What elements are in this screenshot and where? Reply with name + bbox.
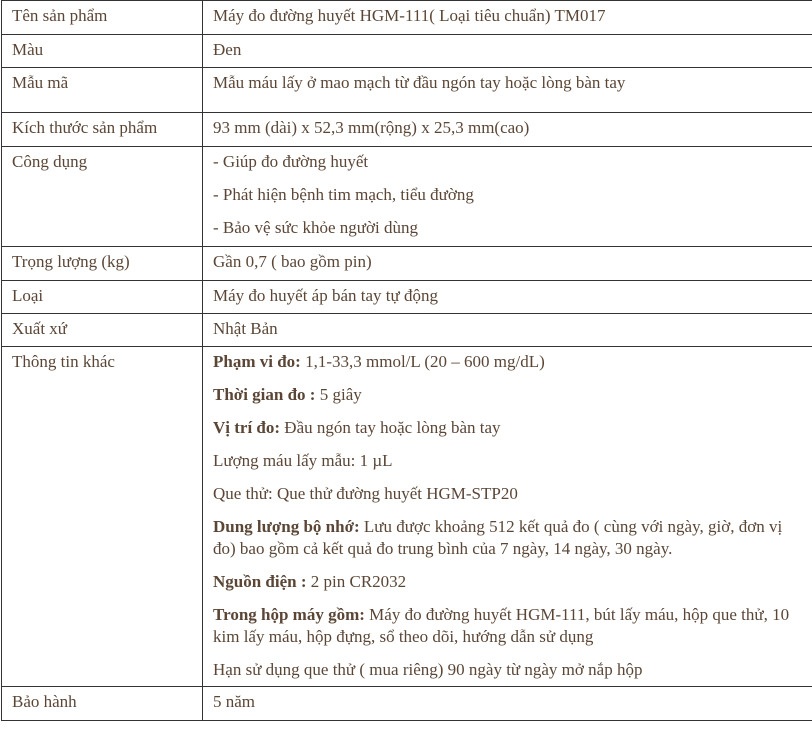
spec-row-color — [2, 35, 812, 68]
info-item — [213, 417, 805, 439]
info-text: Đầu ngón tay hoặc lòng bàn tay — [280, 418, 501, 437]
spec-label: Thông tin khác — [2, 347, 203, 687]
info-text: Hạn sử dụng que thử ( mua riêng) 90 ngày từ ngày mở nắp hộp — [213, 660, 643, 679]
spec-row-other-info — [2, 347, 812, 687]
info-item — [213, 516, 805, 560]
spec-label: Kích thước sản phẩm — [2, 113, 203, 147]
info-item — [213, 483, 805, 505]
spec-row-model — [2, 68, 812, 113]
spec-value: Máy đo huyết áp bán tay tự động — [203, 281, 812, 314]
spec-row-product-name — [2, 1, 812, 35]
spec-label: Loại — [2, 281, 203, 314]
spec-value: 5 năm — [203, 687, 812, 721]
spec-label: Màu — [2, 35, 203, 68]
info-key: Nguồn điện : — [213, 572, 307, 591]
use-item: - Phát hiện bệnh tim mạch, tiểu đường — [213, 185, 474, 204]
info-text: 1,1-33,3 mmol/L (20 – 600 mg/dL) — [300, 352, 545, 371]
info-item — [213, 604, 805, 648]
info-item — [213, 659, 805, 681]
spec-label: Mẫu mã — [2, 68, 203, 113]
spec-value: Nhật Bản — [203, 314, 812, 347]
info-item — [213, 450, 805, 472]
product-spec-table — [1, 0, 812, 721]
spec-label: Công dụng — [2, 147, 203, 247]
spec-value: Đen — [203, 35, 812, 68]
spec-value-info — [203, 347, 812, 687]
info-key: Phạm vi đo: — [213, 352, 301, 371]
spec-value: 93 mm (dài) x 52,3 mm(rộng) x 25,3 mm(cao) — [203, 113, 812, 147]
spec-row-dimensions — [2, 113, 812, 147]
info-key: Dung lượng bộ nhớ: — [213, 517, 360, 536]
use-item: - Giúp đo đường huyết — [213, 152, 369, 171]
info-item — [213, 351, 805, 373]
info-text: 5 giây — [315, 385, 362, 404]
spec-label: Tên sản phẩm — [2, 1, 203, 35]
spec-value: Mẫu máu lấy ở mao mạch từ đầu ngón tay hoặc lòng bàn tay — [203, 68, 812, 113]
info-item — [213, 571, 805, 593]
info-item — [213, 384, 805, 406]
info-text: 2 pin CR2032 — [306, 572, 407, 591]
spec-value-list — [203, 147, 812, 247]
info-text: Lượng máu lấy mẫu: 1 µL — [213, 451, 393, 470]
info-text: Máy đo đường huyết HGM-111, bút lấy máu, hộp que thử, 10 kim lấy máu, hộp đựng, sổ theo dõi, hướng dẫn sử dụng — [213, 605, 790, 646]
spec-row-warranty — [2, 687, 812, 721]
spec-row-type — [2, 281, 812, 314]
info-text: Lưu được khoảng 512 kết quả đo ( cùng với ngày, giờ, đơn vị đo) bao gồm cả kết quả đo trung bình của 7 ngày, 14 ngày, 30 ngày. — [213, 517, 783, 558]
use-item: - Bảo vệ sức khỏe người dùng — [213, 218, 418, 237]
spec-row-uses — [2, 147, 812, 247]
info-key: Thời gian đo : — [213, 385, 316, 404]
spec-label: Xuất xứ — [2, 314, 203, 347]
spec-value: Gần 0,7 ( bao gồm pin) — [203, 247, 812, 281]
info-text: Que thử: Que thử đường huyết HGM-STP20 — [213, 484, 518, 503]
spec-label: Trọng lượng (kg) — [2, 247, 203, 281]
info-key: Trong hộp máy gồm: — [213, 605, 365, 624]
spec-value: Máy đo đường huyết HGM-111( Loại tiêu chuẩn) TM017 — [203, 1, 812, 35]
spec-label: Bảo hành — [2, 687, 203, 721]
info-key: Vị trí đo: — [213, 418, 281, 437]
spec-row-origin — [2, 314, 812, 347]
spec-row-weight — [2, 247, 812, 281]
